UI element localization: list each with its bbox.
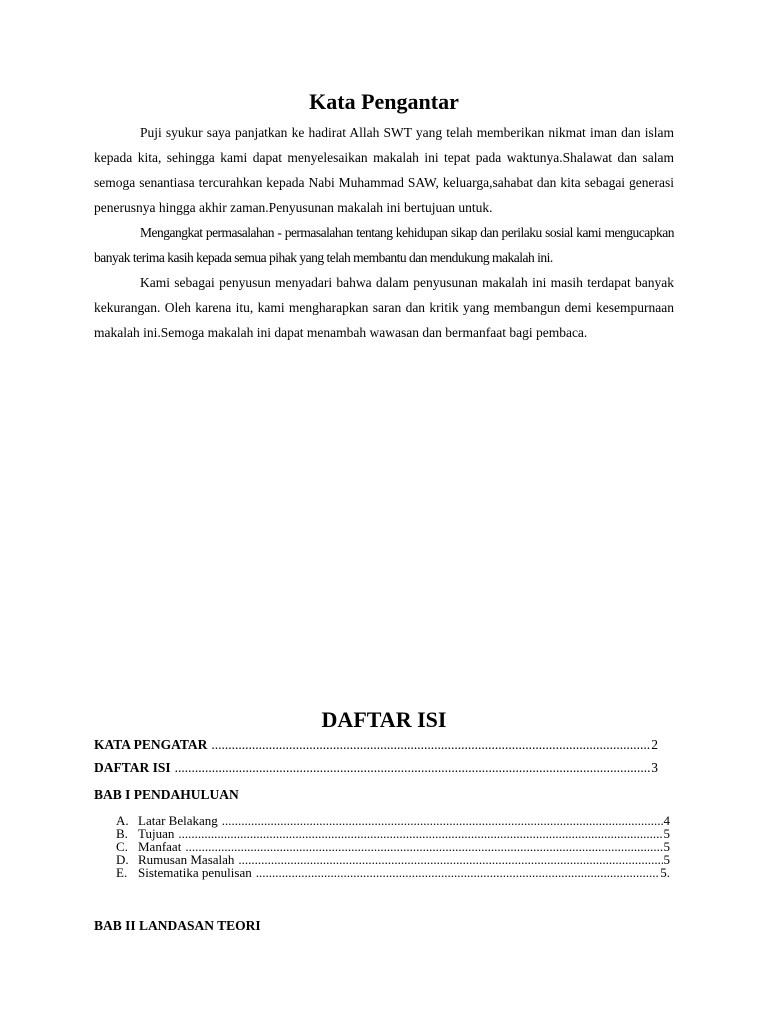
toc-dot-leader <box>178 827 662 840</box>
toc-dot-leader <box>256 866 660 879</box>
toc-sub-label: Latar Belakang <box>138 813 218 828</box>
toc-chapter-2[interactable]: BAB II LANDASAN TEORI <box>94 918 261 933</box>
toc-entry-label: DAFTAR ISI <box>94 760 171 775</box>
toc-sub-letter: C. <box>116 839 128 854</box>
toc-sub-entry-sistematika-penulisan[interactable] <box>116 866 674 879</box>
toc-entry-page: 2 <box>651 737 658 752</box>
preface-paragraph-2: Mengangkat permasalahan - permasalahan tentang kehidupan sikap dan perilaku sosial kami mengucapkan banyak terima kasih kepada semua pihak yang telah membantu dan mendukung makalah ini. <box>94 225 674 265</box>
toc-sub-entry-latar-belakang[interactable] <box>116 814 674 827</box>
toc-sub-entry-tujuan[interactable] <box>116 827 674 840</box>
toc-sub-label: Rumusan Masalah <box>138 852 235 867</box>
toc-dot-leader <box>185 840 662 853</box>
toc-sub-page: 4 <box>663 813 670 828</box>
table-of-contents <box>94 737 674 879</box>
toc-sub-label: Manfaat <box>138 839 182 854</box>
toc-sub-page: 5 <box>663 852 670 867</box>
toc-sub-letter: E. <box>116 865 128 880</box>
toc-sub-list <box>94 814 674 879</box>
toc-dot-leader <box>222 814 663 827</box>
toc-entry-page: 3 <box>651 760 658 775</box>
toc-dot-leader <box>211 737 650 753</box>
preface-paragraph-1: Puji syukur saya panjatkan ke hadirat Allah SWT yang telah memberikan nikmat iman dan islam kepada kita, sehingga kami dapat menyelesaikan makalah ini tepat pada waktunya.Shalawat dan salam semoga senantiasa tercurahkan kepada Nabi Muhammad SAW, keluarga,sahabat dan kita sebagai generasi penerusnya hingga akhir zaman.Penyusunan makalah ini bertujuan untuk. <box>94 125 674 215</box>
toc-entry-label: KATA PENGATAR <box>94 737 208 752</box>
toc-chapter-1[interactable]: BAB I PENDAHULUAN <box>94 787 239 802</box>
toc-sub-letter: A. <box>116 813 129 828</box>
toc-entry-kata-pengantar[interactable] <box>94 737 674 760</box>
toc-sub-page: 5 <box>663 826 670 841</box>
toc-sub-label: Tujuan <box>138 826 175 841</box>
toc-sub-letter: B. <box>116 826 128 841</box>
toc-title: DAFTAR ISI <box>321 707 447 732</box>
toc-sub-page: 5 <box>663 839 670 854</box>
toc-entry-daftar-isi[interactable] <box>94 760 674 783</box>
toc-sub-page: 5. <box>660 865 670 880</box>
preface-paragraph-3: Kami sebagai penyusun menyadari bahwa dalam penyusunan makalah ini masih terdapat banyak kekurangan. Oleh karena itu, kami mengharapkan saran dan kritik yang membangun demi kesempurnaan makalah ini.Semoga makalah ini dapat menambah wawasan dan bermanfaat bagi pembaca. <box>94 275 674 340</box>
toc-dot-leader <box>175 760 651 776</box>
preface-body <box>94 120 674 345</box>
page-title: Kata Pengantar <box>309 89 459 114</box>
toc-sub-letter: D. <box>116 852 129 867</box>
toc-sub-label: Sistematika penulisan <box>138 865 252 880</box>
toc-dot-leader <box>238 853 662 866</box>
